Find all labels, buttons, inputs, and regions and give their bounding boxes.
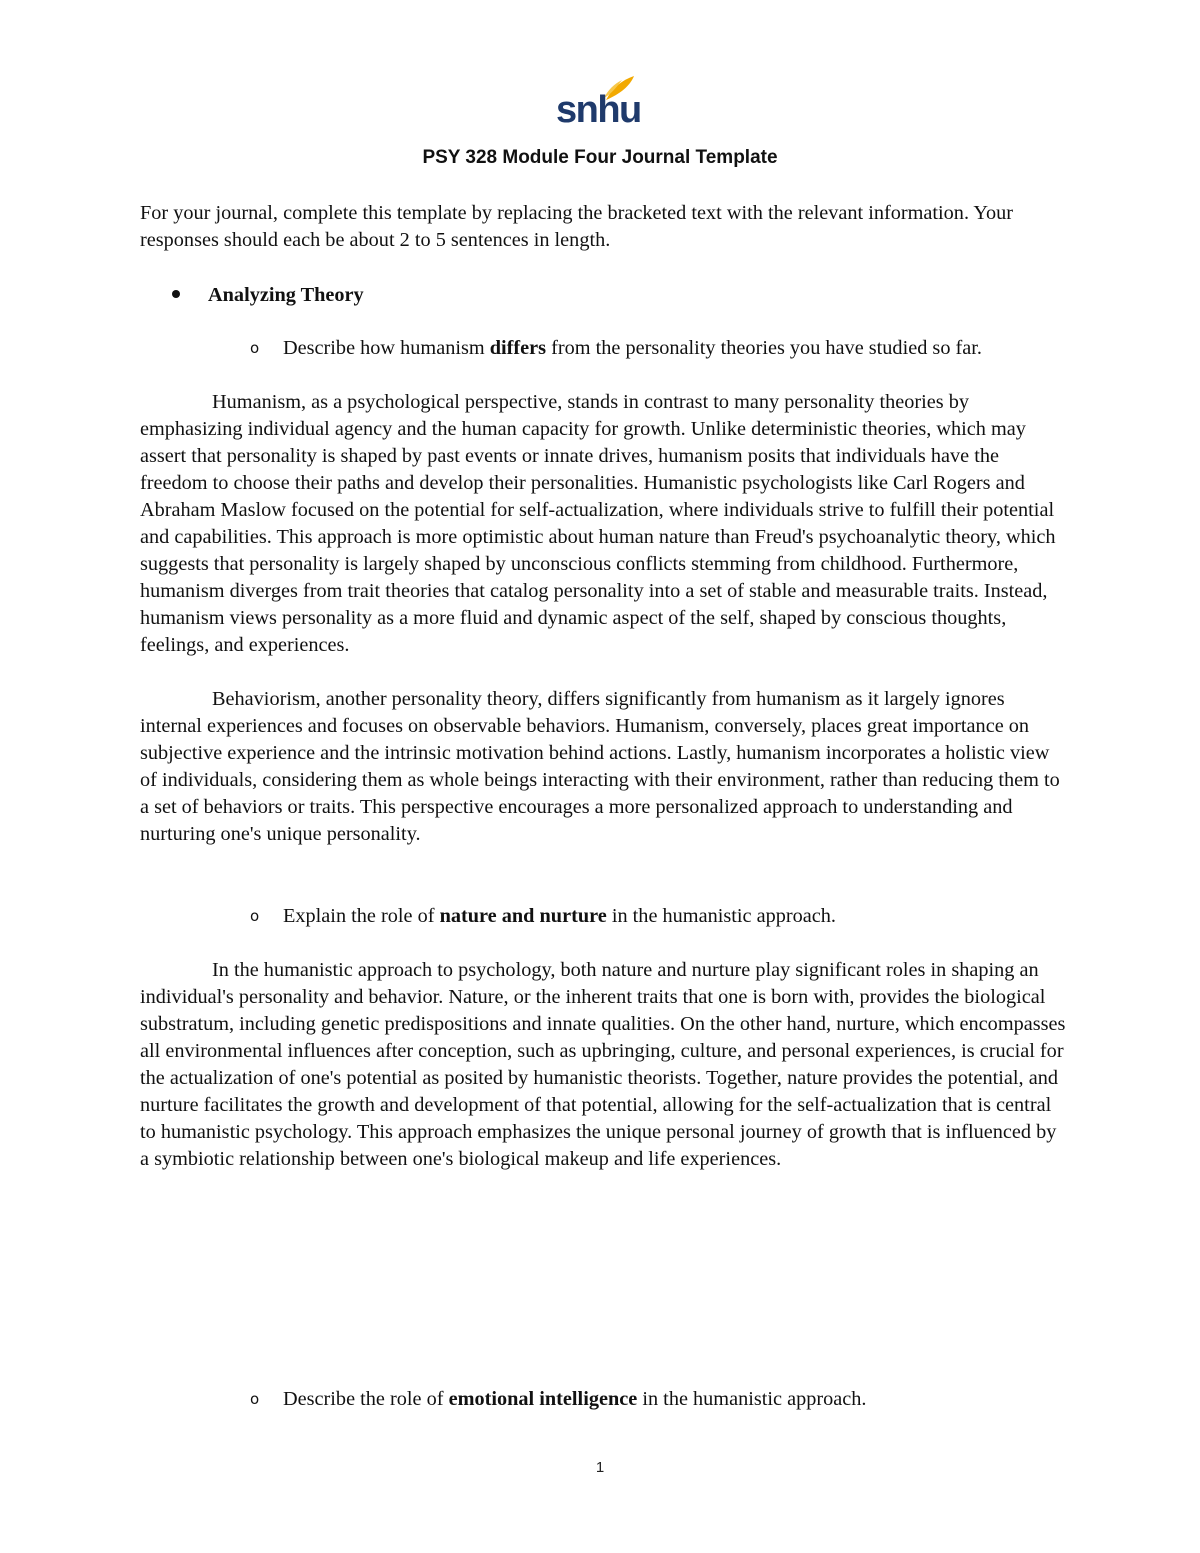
question-text: Describe the role of emotional intelligence in the humanistic approach. [283, 1388, 867, 1410]
intro-paragraph: For your journal, complete this template by replacing the bracketed text with the relevant information. Your responses should each be about 2 to 5 sentences in length. [140, 202, 1013, 251]
page-number: 1 [595, 1459, 605, 1476]
circle-bullet-icon: o [250, 907, 260, 925]
question-text: Explain the role of nature and nurture in the humanistic approach. [283, 905, 836, 927]
logo-wordmark: snhu [556, 89, 641, 131]
question-text: Describe how humanism differs from the personality theories you have studied so far. [283, 337, 982, 359]
circle-bullet-icon: o [250, 1390, 260, 1408]
answer-paragraph: In the humanistic approach to psychology, both nature and nurture play significant roles in shaping an individual's personality and behavior. Nature, or the inherent traits that one is born with, provides the biological substratum, including genetic predispositions and innate qualities. On the other hand, nurture, which encompasses all environmental influences after conception, such as upbringing, culture, and personal experiences, is crucial for the actualization of one's potential as posited by humanistic theorists. Together, nature provides the potential, and nurture facilitates the growth and development of that potential, allowing for the self-actualization that is central to humanistic psychology. This approach emphasizes the unique personal journey of growth that is influenced by a symbiotic relationship between one's biological makeup and life experiences. [140, 959, 1066, 1170]
bullet-icon [172, 290, 180, 298]
page-title: PSY 328 Module Four Journal Template [422, 147, 778, 168]
section-heading-label: Analyzing Theory [208, 284, 364, 306]
answer-paragraph: Behaviorism, another personality theory, differs significantly from humanism as it largely ignores internal experiences and focuses on observable behaviors. Humanism, conversely, places great importance on subjective experience and the intrinsic motivation behind actions. Lastly, humanism incorporates a holistic view of individuals, considering them as whole beings interacting with their environment, rather than reducing them to a set of behaviors or traits. This perspective encourages a more personalized approach to understanding and nurturing one's unique personality. [140, 688, 1060, 845]
section-heading [172, 282, 364, 309]
answer-paragraph: Humanism, as a psychological perspective, stands in contrast to many personality theories by emphasizing individual agency and the human capacity for growth. Unlike deterministic theories, which may assert that personality is shaped by past events or innate drives, humanism posits that individuals have the freedom to choose their paths and develop their personalities. Humanistic psychologists like Carl Rogers and Abraham Maslow focused on the potential for self-actualization, where individuals strive to fulfill their potential and capabilities. This approach is more optimistic about human nature than Freud's psychoanalytic theory, which suggests that personality is largely shaped by unconscious conflicts stemming from childhood. Furthermore, humanism diverges from trait theories that catalog personality into a set of stable and measurable traits. Instead, humanism views personality as a more fluid and dynamic aspect of the self, shaped by conscious thoughts, feelings, and experiences. [140, 391, 1056, 656]
question-emphasis: nature and nurture [439, 905, 607, 927]
snhu-logo [556, 74, 640, 132]
question-emphasis: emotional intelligence [448, 1388, 638, 1410]
circle-bullet-icon: o [250, 339, 260, 357]
question-emphasis: differs [489, 337, 547, 359]
